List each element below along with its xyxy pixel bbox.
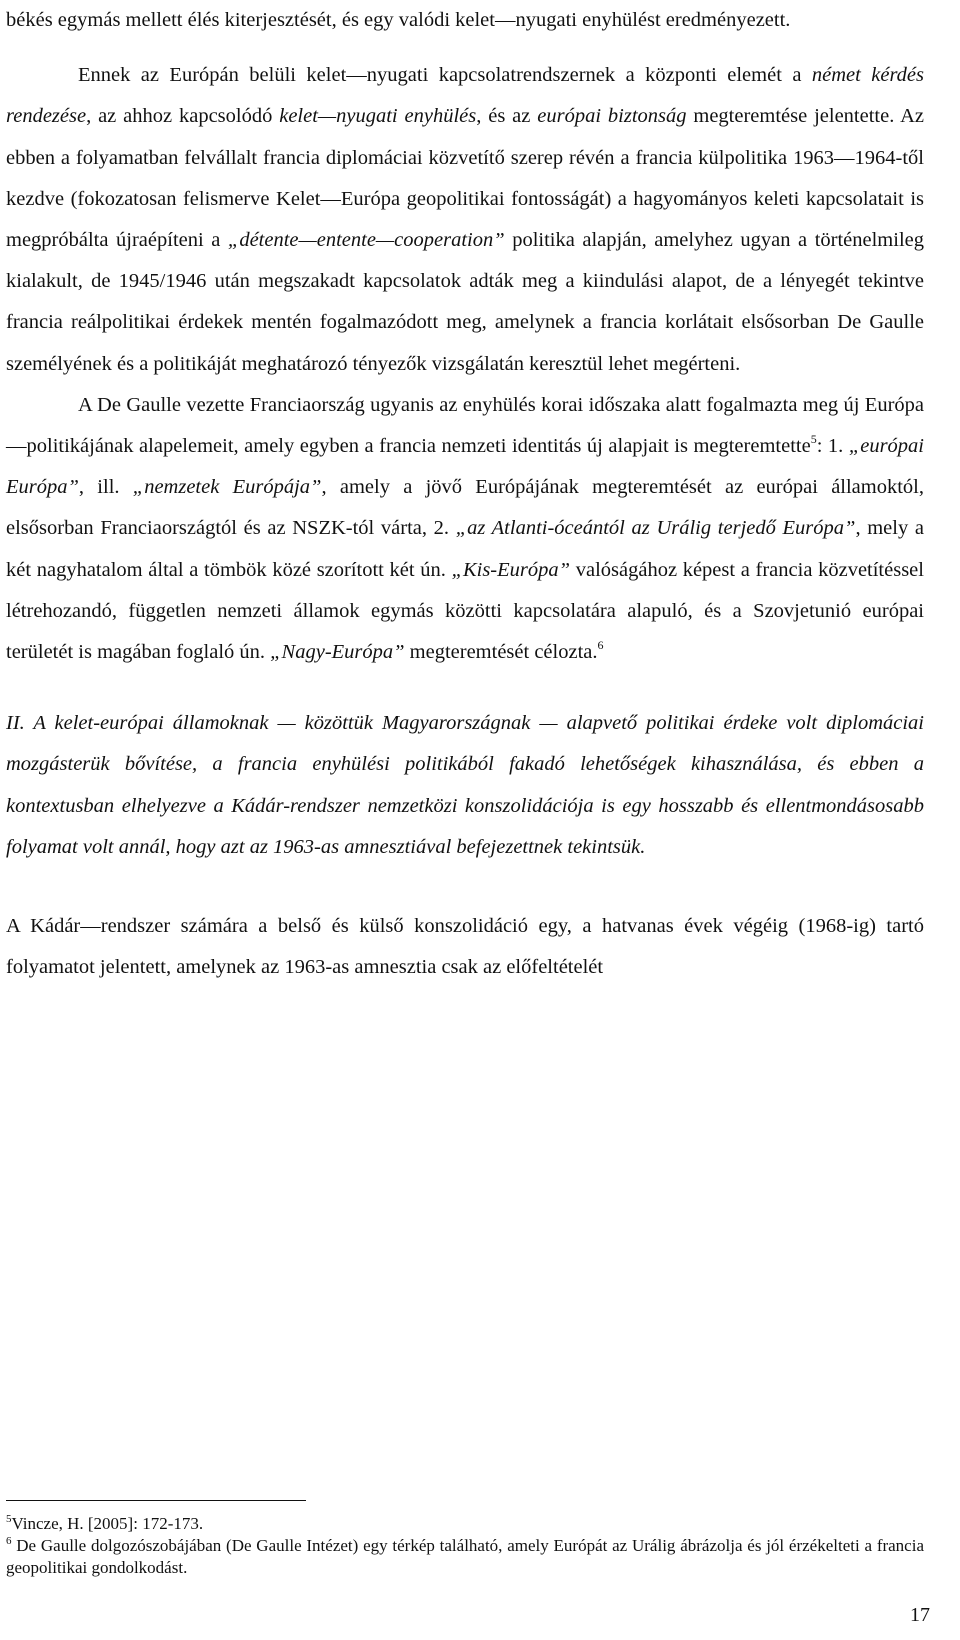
text-run: politika alapján, amelyhez ugyan a történelmileg kialakult, de 1945/1946 után megszakadt kapcsolatok adták meg a kiindulási alapot, de a lényegét tekintve francia reálpolitikai érdekek mentén fogalmazódott meg, amelynek a francia korlátait elsősorban De Gaulle személyének és a politikáját meghatározó tényezők vizsgálatán keresztül lehet megérteni. — [6, 229, 924, 375]
text-run: , amely a jövő Európájának megteremtését az európai államoktól, elsősorban Franciaországtól és az NSZK-tól várta, 2. — [6, 476, 924, 540]
text-run: megteremtését célozta. — [404, 641, 598, 664]
text-run: : 1. — [816, 435, 849, 458]
italic-term: „Kis-Európa” — [451, 558, 571, 581]
italic-term: „nemzetek Európája” — [132, 476, 322, 499]
footnotes — [6, 1513, 924, 1579]
text-run: , mely a két nagyhatalom által a tömbök közé szorított két ún. — [6, 517, 924, 581]
text-run: , az ahhoz kapcsolódó — [86, 105, 280, 128]
footnote-separator — [6, 1500, 306, 1501]
italic-term: kelet—nyugati enyhülés — [279, 105, 477, 128]
italic-term: német kérdés rendezése — [6, 64, 924, 128]
text-run: A Kádár—rendszer számára a belső és külső konszolidáció egy, a hatvanas évek végéig (1968-ig) tartó folyamatot jelentett, amelynek az 1963-as amnesztia csak az előfeltételét — [6, 915, 924, 979]
italic-term: „Nagy-Európa” — [270, 641, 405, 664]
text-run: A De Gaulle vezette Franciaország ugyanis az enyhülés korai időszaka alatt fogalmazta meg új Európa—politikájának alapelemeit, amely egyben a francia nemzeti identitás új alapjait is megteremtette — [6, 393, 924, 458]
footnote-text: Vincze, H. [2005]: 172-173. — [11, 1514, 204, 1533]
footnote-mark: 5 — [6, 1513, 12, 1525]
italic-section-text: II. A kelet-európai államoknak — közöttük Magyarországnak — alapvető politikai érdeke volt diplomáciai mozgásterük bővítése, a francia enyhülési politikából fakadó lehetőségek kihasználása, és ebben a kontextusban elhelyezve a Kádár-rendszer nemzetközi konszolidációja is egy hosszabb és ellentmondásosabb folyamat volt annál, hogy azt az 1963-as amnesztiával befejezettnek tekintsük. — [6, 712, 924, 858]
paragraph-1 — [6, 55, 924, 385]
footnote-ref-6[interactable]: 6 — [597, 638, 604, 653]
italic-term: „az Atlanti-óceántól az Urálig terjedő Európa” — [455, 517, 856, 540]
italic-term: „európai Európa” — [6, 435, 924, 499]
section-heading-paragraph — [6, 703, 924, 868]
footnote-5 — [6, 1513, 924, 1535]
paragraph-4 — [6, 906, 924, 988]
document-page — [6, 0, 924, 988]
text-run: , és az — [476, 105, 538, 128]
italic-term: „détente—entente—cooperation” — [227, 229, 505, 252]
paragraph-2 — [6, 385, 924, 673]
footnote-mark: 6 — [6, 1535, 12, 1547]
text-run: megteremtése jelentette. Az ebben a folyamatban felvállalt francia diplomáciai közvetítő szerep révén a francia külpolitika 1963—1964-től kezdve (fokozatosan felismerve Kelet—Európa geopolitikai fontosságát) a hagyományos keleti kapcsolatait is megpróbálta újraépíteni a — [6, 105, 924, 252]
text-run: , ill. — [78, 476, 133, 499]
paragraph-continued — [6, 0, 924, 41]
text-run: Ennek az Európán belüli kelet—nyugati kapcsolatrendszernek a központi elemét a — [78, 64, 812, 87]
footnote-6 — [6, 1535, 924, 1579]
text-run: békés egymás mellett élés kiterjesztését, és egy valódi kelet—nyugati enyhülést eredményezett. — [6, 9, 791, 31]
text-run: valóságához képest a francia közvetítéssel létrehozandó, független nemzeti államok egymás közötti kapcsolatára alapuló, és a Szovjetunió európai területét is magában foglaló ún. — [6, 558, 924, 664]
page-number: 17 — [910, 1604, 930, 1626]
italic-term: európai biztonság — [537, 105, 687, 128]
footnote-ref-5[interactable]: 5 — [810, 432, 817, 447]
footnote-text: De Gaulle dolgozószobájában (De Gaulle Intézet) egy térkép található, amely Európát az Urálig ábrázolja és jól érzékelteti a francia geopolitikai gondolkodást. — [6, 1536, 924, 1577]
